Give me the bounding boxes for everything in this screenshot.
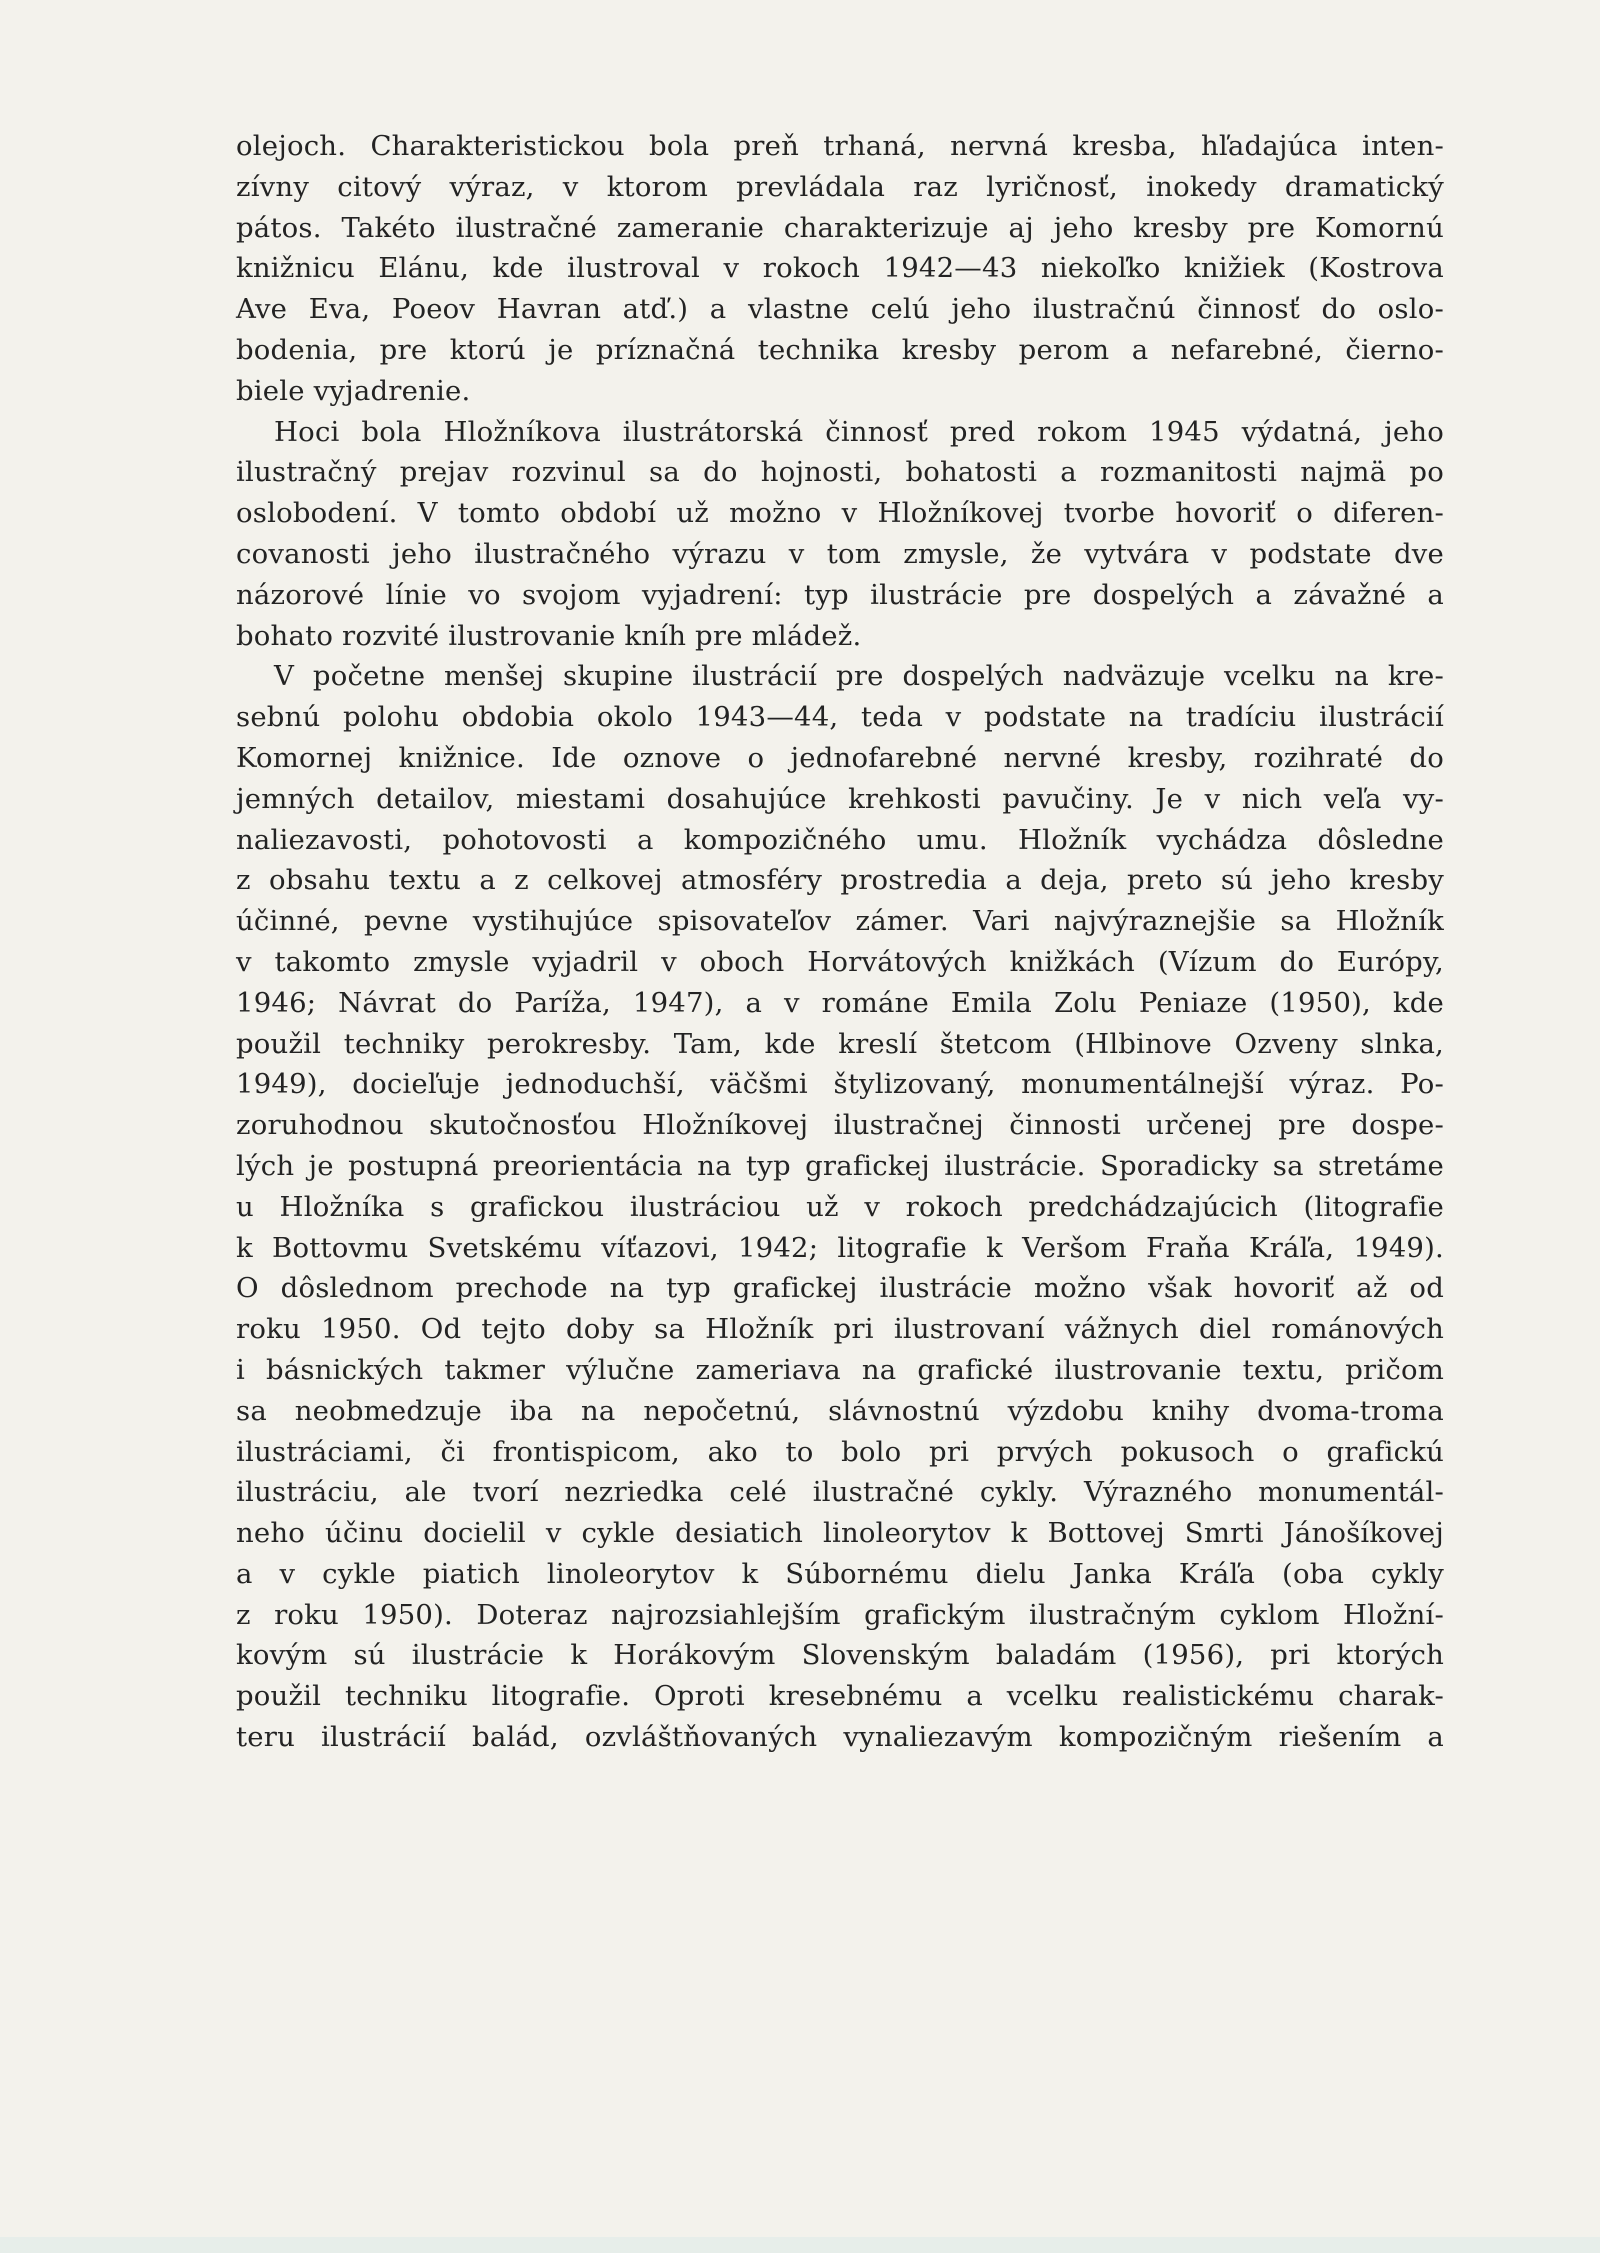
text-line: covanosti jeho ilustračného výrazu v tom zmysle, že vytvára v podstate dve [236,537,1444,570]
text-line: zoruhodnou skutočnosťou Hložníkovej ilustračnej činnosti určenej pre dospe- [236,1109,1444,1142]
text-line: 1949), docieľuje jednoduchší, väčšmi štylizovaný, monumentálnejší výraz. Po- [236,1068,1444,1101]
text-line: názorové línie vo svojom vyjadrení: typ ilustrácie pre dospelých a závažné a [236,578,1444,611]
text-line: ilustračný prejav rozvinul sa do hojnosti, bohatosti a rozmanitosti najmä po [236,456,1444,489]
text-line: knižnicu Elánu, kde ilustroval v rokoch 1942—43 niekoľko knižiek (Kostrova [236,252,1444,285]
text-line: k Bottovmu Svetskému víťazovi, 1942; litografie k Veršom Fraňa Kráľa, 1949). [236,1231,1444,1264]
text-line: účinné, pevne vystihujúce spisovateľov zámer. Vari najvýraznejšie sa Hložník [236,905,1444,938]
text-line: neho účinu docielil v cykle desiatich linoleorytov k Bottovej Smrti Jánošíkovej [236,1517,1444,1550]
text-line: z obsahu textu a z celkovej atmosféry prostredia a deja, preto sú jeho kresby [236,864,1444,897]
text-line: sebnú polohu obdobia okolo 1943—44, teda v podstate na tradíciu ilustrácií [236,701,1444,734]
text-line: zívny citový výraz, v ktorom prevládala raz lyričnosť, inokedy dramatický [236,170,1444,203]
text-line: Ave Eva, Poeov Havran atď.) a vlastne celú jeho ilustračnú činnosť do oslo- [236,293,1444,326]
text-line: Komornej knižnice. Ide oznove o jednofarebné nervné kresby, rozihraté do [236,741,1444,774]
text-line: 1946; Návrat do Paríža, 1947), a v románe Emila Zolu Peniaze (1950), kde [236,986,1444,1019]
text-line: oslobodení. V tomto období už možno v Hložníkovej tvorbe hovoriť o diferen- [236,497,1444,530]
text-line: ilustráciami, či frontispicom, ako to bolo pri prvých pokusoch o grafickú [236,1435,1444,1468]
paragraph-first-line: V početne menšej skupine ilustrácií pre dospelých nadväzuje vcelku na kre- [274,660,1444,693]
text-line: bodenia, pre ktorú je príznačná technika kresby perom a nefarebné, čierno- [236,333,1444,366]
paragraph-first-line: Hoci bola Hložníkova ilustrátorská činnosť pred rokom 1945 výdatná, jeho [274,415,1444,448]
text-line: olejoch. Charakteristickou bola preň trhaná, nervná kresba, hľadajúca inten- [236,130,1444,162]
text-line: ilustráciu, ale tvorí nezriedka celé ilustračné cykly. Výrazného monumentál- [236,1476,1444,1509]
text-line: a v cykle piatich linoleorytov k Súbornému dielu Janka Kráľa (oba cykly [236,1557,1444,1590]
text-line: teru ilustrácií balád, ozvláštňovaných vynaliezavým kompozičným riešením a [236,1721,1444,1754]
text-line: kovým sú ilustrácie k Horákovým Slovenským baladám (1956), pri ktorých [236,1639,1444,1672]
text-line: biele vyjadrenie. [236,374,471,407]
text-line: pátos. Takéto ilustračné zameranie charakterizuje aj jeho kresby pre Komornú [236,211,1444,244]
scan-bottom-edge [0,2237,1600,2253]
text-line: použil techniky perokresby. Tam, kde kreslí štetcom (Hlbinove Ozveny slnka, [236,1027,1444,1060]
text-line: použil techniku litografie. Oproti kresebnému a vcelku realistickému charak- [236,1680,1444,1713]
text-line: v takomto zmysle vyjadril v oboch Horvátových knižkách (Vízum do Európy, [236,945,1444,978]
text-line: jemných detailov, miestami dosahujúce krehkosti pavučiny. Je v nich veľa vy- [236,782,1444,815]
text-line: bohato rozvité ilustrovanie kníh pre mládež. [236,619,862,652]
text-line: i básnických takmer výlučne zameriava na grafické ilustrovanie textu, pričom [236,1353,1444,1386]
text-line: u Hložníka s grafickou ilustráciou už v rokoch predchádzajúcich (litografie [236,1190,1444,1223]
text-line: z roku 1950). Doteraz najrozsiahlejším grafickým ilustračným cyklom Hložní- [236,1598,1444,1631]
body-text [236,126,1444,1758]
text-line: O dôslednom prechode na typ grafickej ilustrácie možno však hovoriť až od [236,1272,1444,1305]
text-line: naliezavosti, pohotovosti a kompozičného umu. Hložník vychádza dôsledne [236,823,1444,856]
text-line: roku 1950. Od tejto doby sa Hložník pri ilustrovaní vážnych diel románových [236,1313,1444,1346]
text-line: lých je postupná preorientácia na typ grafickej ilustrácie. Sporadicky sa stretáme [236,1149,1444,1182]
text-line: sa neobmedzuje iba na nepočetnú, slávnostnú výzdobu knihy dvoma-troma [236,1394,1444,1427]
